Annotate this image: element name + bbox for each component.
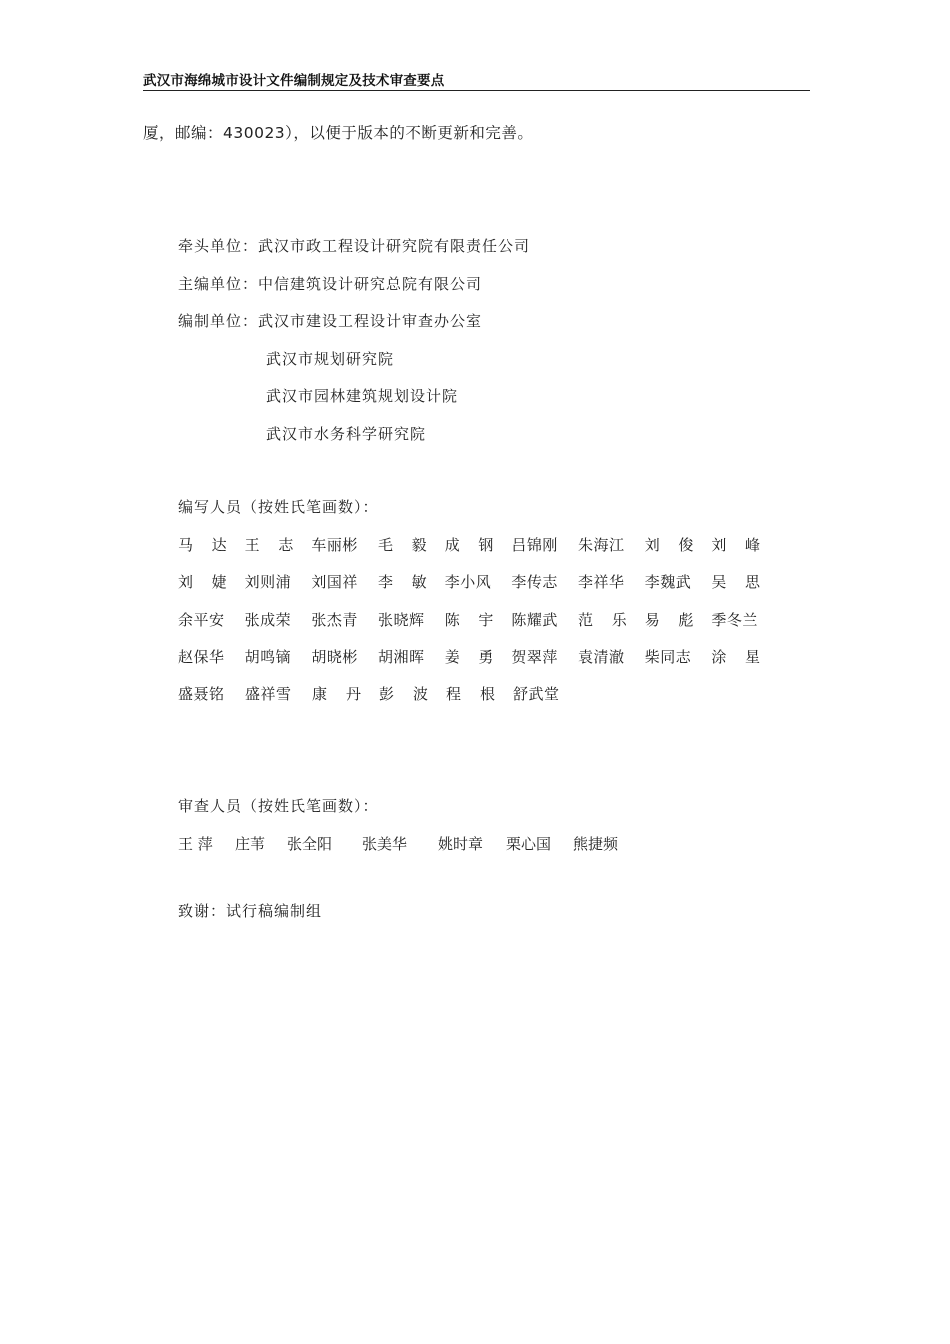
writer-name: 范 乐	[578, 610, 627, 629]
writer-name: 袁清澈	[578, 647, 625, 666]
writers-label: 编写人员（按姓氏笔画数）：	[178, 498, 379, 516]
writer-name: 赵保华	[178, 647, 225, 666]
writer-name: 刘 婕	[178, 573, 227, 592]
writer-name: 马 达	[178, 536, 227, 554]
writer-name: 陈 宇	[444, 610, 494, 629]
writer-name: 易 彪	[644, 610, 694, 629]
header-title: 武汉市海绵城市设计文件编制规定及技术审查要点	[143, 73, 445, 89]
reviewer-name: 庄苇	[235, 835, 266, 853]
writer-name: 张成荣	[244, 610, 292, 629]
writer-name: 李魏武	[644, 573, 692, 592]
reviewers-label: 审查人员（按姓氏笔画数）：	[178, 797, 379, 815]
continuation-text: 厦，邮编：430023），以便于版本的不断更新和完善。	[143, 124, 534, 142]
writer-name: 张晓辉	[378, 610, 425, 629]
writer-name: 康 丹	[312, 685, 361, 704]
writer-name: 胡湘晖	[378, 647, 425, 666]
reviewer-name: 栗心国	[506, 835, 552, 853]
writer-row	[178, 571, 778, 608]
writer-name: 吕锦刚	[511, 536, 558, 554]
writer-name: 陈耀武	[511, 610, 558, 629]
reviewer-name: 姚时章	[438, 835, 484, 853]
writer-row	[178, 534, 778, 571]
compiling-unit-extra: 武汉市园林建筑规划设计院	[266, 387, 459, 405]
reviewers-list	[178, 833, 633, 854]
writer-name: 李祥华	[578, 573, 625, 592]
writer-name: 李 敏	[378, 573, 427, 592]
writer-name: 胡鸣镝	[244, 647, 292, 666]
writer-name: 张杰青	[311, 610, 358, 629]
writer-name: 毛 毅	[378, 536, 427, 554]
writer-name: 舒武堂	[513, 685, 560, 704]
writer-name: 盛祥雪	[245, 685, 292, 704]
writer-name: 柴同志	[644, 647, 692, 666]
writer-name: 李传志	[511, 573, 558, 592]
writer-row	[178, 609, 778, 646]
writer-row	[178, 683, 778, 720]
writer-name: 贺翠萍	[511, 647, 558, 666]
writer-name: 车丽彬	[311, 536, 358, 554]
writer-name: 李小风	[444, 573, 492, 592]
writer-name: 胡晓彬	[311, 647, 358, 666]
writer-name: 朱海江	[578, 536, 625, 554]
chief-editor-unit: 主编单位：中信建筑设计研究总院有限公司	[178, 274, 483, 293]
running-header	[143, 70, 810, 91]
writer-name: 刘则浦	[244, 573, 292, 592]
writer-name: 余平安	[178, 610, 225, 629]
writer-name: 彭 波	[379, 685, 428, 704]
writer-name: 季冬兰	[711, 610, 758, 629]
writer-name: 姜 勇	[444, 647, 494, 666]
writer-name: 王 志	[244, 536, 294, 554]
reviewer-name: 张全阳	[287, 835, 333, 853]
writer-name: 盛聂铭	[178, 685, 225, 704]
writer-name: 程 根	[446, 685, 495, 704]
writer-name: 吴 思	[711, 573, 761, 592]
writer-name: 刘 峰	[711, 536, 761, 554]
writer-name: 涂 星	[711, 647, 761, 666]
reviewer-name: 张美华	[362, 835, 408, 853]
writers-grid	[178, 534, 778, 720]
compiling-unit: 编制单位：武汉市建设工程设计审查办公室	[178, 312, 483, 330]
acknowledgement: 致谢：试行稿编制组	[178, 902, 323, 920]
writer-row	[178, 646, 778, 683]
reviewer-name: 熊捷频	[573, 835, 619, 853]
units-block	[178, 233, 530, 458]
compiling-unit-extra: 武汉市规划研究院	[266, 349, 395, 368]
lead-unit: 牵头单位：武汉市政工程设计研究院有限责任公司	[178, 237, 531, 255]
writer-name: 刘国祥	[311, 573, 358, 592]
compiling-unit-extra: 武汉市水务科学研究院	[266, 424, 427, 443]
writer-name: 成 钢	[444, 536, 494, 554]
writer-name: 刘 俊	[644, 536, 694, 554]
reviewer-name: 王 萍	[178, 835, 213, 853]
